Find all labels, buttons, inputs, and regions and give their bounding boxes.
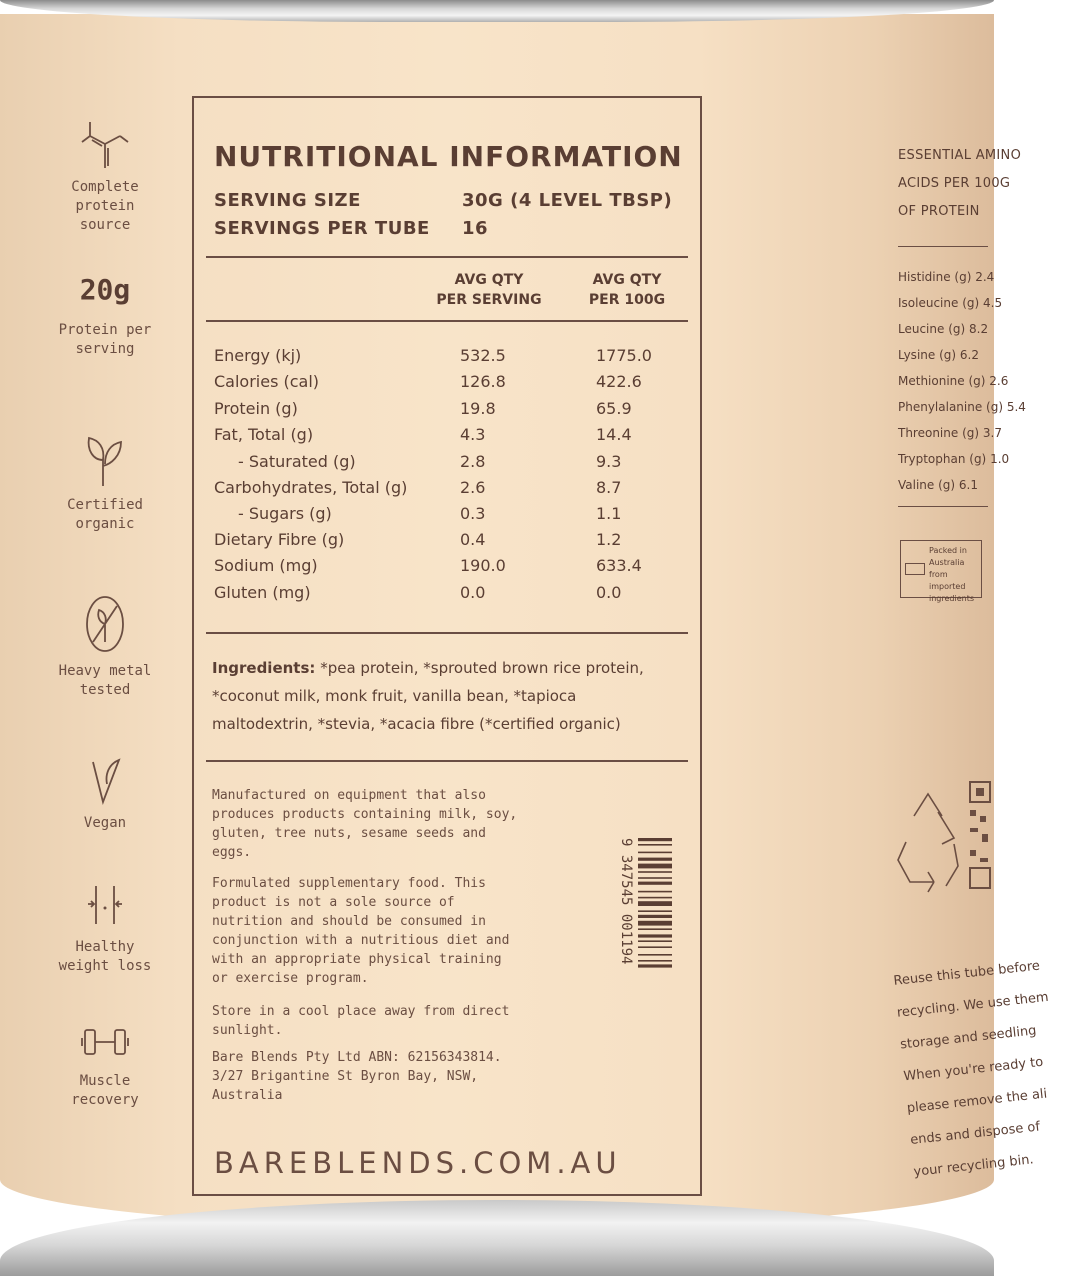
per-serving-value: 0.3: [460, 504, 486, 523]
text-line: Store in a cool place away from direct: [212, 1004, 510, 1019]
per-serving-value: 0.4: [460, 530, 486, 549]
heading-line: ESSENTIAL AMINO: [898, 148, 1022, 163]
nutrient-name: Calories (cal): [214, 372, 320, 391]
barcode-bar: [638, 960, 672, 962]
feature-heavy-metal-tested: [46, 594, 164, 700]
feature-label-line: Complete: [71, 179, 139, 195]
feature-label-line: Vegan: [83, 815, 127, 831]
barcode-bar: [638, 910, 672, 912]
feature-label-line: protein: [75, 198, 135, 214]
feature-label-line: Healthy: [75, 939, 135, 955]
panel-title: NUTRITIONAL INFORMATION: [214, 140, 683, 173]
per-serving-value: 190.0: [460, 556, 506, 575]
per-serving-value: 4.3: [460, 425, 486, 444]
weight-loss-icon: [82, 880, 128, 930]
feature-label-line: serving: [75, 341, 135, 357]
reuse-instructions: [892, 952, 1050, 1188]
barcode-bar: [638, 934, 672, 937]
ingredients-block: [212, 654, 682, 738]
per-100g-value: 1775.0: [596, 346, 652, 365]
reuse-line: When you're ready to: [902, 1054, 1044, 1085]
dumbbell-icon: [81, 1020, 129, 1064]
text-line: Australia: [212, 1088, 283, 1103]
barcode-bar: [638, 897, 672, 899]
nutrition-row: [214, 399, 674, 425]
barcode-bar: [638, 915, 672, 918]
header-line: AVG QTY: [454, 272, 524, 288]
amino-name: Phenylalanine (g): [898, 400, 1004, 414]
barcode-bar: [638, 858, 672, 861]
barcode-bar: [638, 838, 672, 841]
text-line: product is not a sole source of: [212, 895, 455, 910]
per-serving-header: [424, 270, 554, 310]
barcode-bar: [638, 877, 672, 879]
per-100g-value: 9.3: [596, 452, 622, 471]
nutrient-name: - Saturated (g): [238, 452, 356, 471]
reuse-line: storage and seedling: [899, 1023, 1038, 1053]
no-heavy-metal-icon: [83, 594, 127, 654]
amino-name: Isoleucine (g): [898, 296, 980, 310]
amino-name: Threonine (g): [898, 426, 980, 440]
company-details: [212, 1048, 582, 1105]
per-100g-value: 65.9: [596, 399, 632, 418]
text-line: produces products containing milk, soy,: [212, 807, 518, 822]
text-line: nutrition and should be consumed in: [212, 914, 486, 929]
amino-value: 6.2: [959, 348, 979, 362]
nutrition-row: [214, 583, 674, 609]
header-line: PER SERVING: [436, 292, 542, 308]
per-serving-value: 19.8: [460, 399, 496, 418]
allergen-statement: [212, 786, 582, 862]
nutrient-name: Fat, Total (g): [214, 425, 314, 444]
nutrition-row: [214, 346, 674, 372]
molecule-icon: [78, 110, 132, 170]
nutrition-row: [214, 530, 674, 556]
recycle-icon: [894, 786, 962, 902]
nutrition-panel: [192, 96, 702, 1196]
amino-value: 4.5: [983, 296, 1003, 310]
per-100g-value: 633.4: [596, 556, 642, 575]
text-line: Formulated supplementary food. This: [212, 876, 486, 891]
barcode-bars: [638, 838, 672, 1008]
per-serving-value: 2.6: [460, 478, 486, 497]
amino-value: 6.1: [958, 478, 979, 492]
divider: [898, 506, 988, 507]
feature-healthy-weight-loss: [46, 880, 164, 976]
amino-value: 3.7: [982, 426, 1002, 440]
feature-label-line: Certified: [67, 497, 143, 513]
nutrient-name: Protein (g): [214, 399, 298, 418]
serving-size-label: SERVING SIZE: [214, 190, 361, 211]
barcode-bar: [638, 891, 672, 893]
feature-label-line: weight loss: [58, 958, 152, 974]
amino-row: [898, 478, 978, 492]
barcode-bar: [638, 864, 672, 869]
reuse-line: please remove the ali: [906, 1086, 1048, 1117]
per-serving-value: 126.8: [460, 372, 506, 391]
amino-value: 8.2: [969, 322, 989, 336]
barcode-bar: [638, 928, 672, 930]
per-serving-value: 532.5: [460, 346, 506, 365]
servings-per-tube-value: 16: [462, 218, 489, 239]
nutrient-name: Carbohydrates, Total (g): [214, 478, 408, 497]
barcode: [614, 838, 672, 1008]
nutrient-name: Energy (kj): [214, 346, 302, 365]
leaf-icon: [81, 430, 129, 488]
nutrient-name: Dietary Fibre (g): [214, 530, 345, 549]
per-serving-value: 0.0: [460, 583, 486, 602]
text-line: 3/27 Brigantine St Byron Bay, NSW,: [212, 1069, 479, 1084]
nutrition-row: [214, 452, 674, 478]
servings-per-tube-label: SERVINGS PER TUBE: [214, 218, 430, 239]
nutrient-name: - Sugars (g): [238, 504, 332, 523]
ingredients-line: *coconut milk, monk fruit, vanilla bean, *tapioca: [212, 687, 577, 705]
divider: [206, 760, 688, 762]
feature-label-line: organic: [75, 516, 135, 532]
barcode-bar: [638, 940, 672, 942]
barcode-bar: [638, 882, 672, 885]
ingredients-label: Ingredients:: [212, 659, 316, 677]
formulated-statement: [212, 874, 582, 988]
header-line: AVG QTY: [592, 272, 662, 288]
amino-name: Tryptophan (g): [898, 452, 987, 466]
nutrition-row: [214, 504, 674, 530]
per-100g-value: 1.1: [596, 504, 622, 523]
nutrient-name: Gluten (mg): [214, 583, 311, 602]
barcode-bar: [638, 964, 672, 967]
reuse-line: Reuse this tube before: [892, 958, 1041, 989]
feature-label-line: recovery: [71, 1092, 139, 1108]
barcode-bar: [638, 901, 672, 906]
amino-name: Lysine (g): [898, 348, 957, 362]
amino-row: [898, 348, 979, 362]
text-line: sunlight.: [212, 1023, 283, 1038]
text-line: conjunction with a nutritious diet and: [212, 933, 510, 948]
amino-value: 1.0: [990, 452, 1010, 466]
amino-name: Leucine (g): [898, 322, 966, 336]
divider: [898, 246, 988, 247]
qr-code-fragment: [968, 780, 998, 890]
barcode-bar: [638, 921, 672, 926]
feature-certified-organic: [46, 430, 164, 534]
feature-protein-per-serving: [46, 273, 164, 359]
reuse-line: your recycling bin.: [912, 1152, 1035, 1180]
header-line: PER 100G: [588, 292, 666, 308]
protein-amount: 20g: [79, 273, 131, 306]
amino-row: [898, 322, 988, 336]
feature-label-line: Heavy metal: [58, 663, 152, 679]
feature-label-line: Muscle: [79, 1073, 131, 1089]
text-line: with an appropriate physical training: [212, 952, 502, 967]
nutrition-row: [214, 478, 674, 504]
text-line: Bare Blends Pty Ltd ABN: 62156343814.: [212, 1050, 502, 1065]
feature-complete-protein: [46, 110, 164, 235]
amino-heading: [898, 142, 1021, 226]
ingredients-line: [212, 654, 682, 682]
text-line: or exercise program.: [212, 971, 369, 986]
amino-row: [898, 374, 1008, 388]
barcode-bar: [638, 844, 672, 846]
feature-label-line: source: [79, 217, 131, 233]
per-100g-value: 14.4: [596, 425, 632, 444]
per-100g-value: 1.2: [596, 530, 622, 549]
nutrition-row: [214, 425, 674, 451]
serving-size-value: 30G (4 LEVEL TBSP): [462, 190, 673, 211]
barcode-bar: [638, 852, 672, 854]
text-line: eggs.: [212, 845, 252, 860]
text-line: Manufactured on equipment that also: [212, 788, 486, 803]
vegan-leaf-icon: [85, 756, 125, 806]
amino-value: 5.4: [1006, 400, 1026, 414]
ingredients-text: *pea protein, *sprouted brown rice protein,: [320, 659, 644, 677]
amino-row: [898, 426, 1002, 440]
reuse-line: ends and dispose of: [909, 1119, 1041, 1148]
barcode-bar: [638, 954, 672, 956]
heading-line: ACIDS PER 100G: [898, 176, 1011, 191]
storage-statement: [212, 1002, 582, 1040]
feature-vegan: [46, 756, 164, 833]
nutrient-name: Sodium (mg): [214, 556, 318, 575]
packed-in-australia-badge: [900, 540, 982, 603]
barcode-bar: [638, 946, 672, 948]
reuse-line: recycling. We use them: [896, 989, 1050, 1021]
per-100g-value: 422.6: [596, 372, 642, 391]
heading-line: OF PROTEIN: [898, 204, 980, 219]
divider: [206, 320, 688, 322]
nutrition-row: [214, 372, 674, 398]
per-serving-value: 2.8: [460, 452, 486, 471]
nutrition-row: [214, 556, 674, 582]
per-100g-header: [572, 270, 682, 310]
text-line: gluten, tree nuts, sesame seeds and: [212, 826, 486, 841]
amino-name: Methionine (g): [898, 374, 986, 388]
per-100g-value: 8.7: [596, 478, 622, 497]
amino-name: Histidine (g): [898, 270, 972, 284]
amino-acid-panel: [880, 0, 1050, 1276]
divider: [206, 632, 688, 634]
amino-name: Valine (g): [898, 478, 956, 492]
barcode-bar: [638, 871, 672, 873]
website-url: BAREBLENDS.COM.AU: [214, 1146, 622, 1180]
feature-muscle-recovery: [46, 1020, 164, 1110]
amino-row: [898, 400, 1026, 414]
amino-row: [898, 452, 1009, 466]
badge-line: from imported: [929, 570, 966, 591]
amino-value: 2.6: [989, 374, 1009, 388]
packed-icon: [905, 563, 925, 575]
divider: [206, 256, 688, 258]
amino-row: [898, 270, 994, 284]
feature-label-line: Protein per: [58, 322, 152, 338]
amino-value: 2.4: [975, 270, 995, 284]
ingredients-line: maltodextrin, *stevia, *acacia fibre (*certified organic): [212, 715, 621, 733]
feature-label-line: tested: [79, 682, 131, 698]
badge-line: ingredients: [929, 594, 975, 603]
badge-line: Packed in Australia: [929, 546, 967, 567]
amino-row: [898, 296, 1002, 310]
per-100g-value: 0.0: [596, 583, 622, 602]
barcode-number: 9 347545 001194: [618, 838, 634, 965]
